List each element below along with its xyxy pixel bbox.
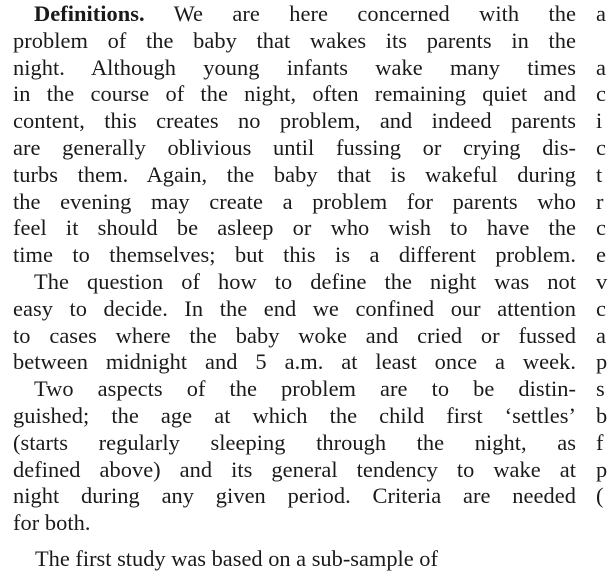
right-fragment: v (596, 268, 608, 294)
right-fragment: p (596, 349, 608, 375)
paragraph-1-line-5: content, this creates no problem, and indeed parents (13, 108, 576, 134)
paragraph-3-line-3: (starts regularly sleeping through the night, as (13, 429, 576, 455)
cutoff-next-line (35, 546, 575, 576)
right-fragment: i (596, 108, 603, 134)
right-fragment: c (596, 134, 606, 160)
right-fragment: a (596, 322, 606, 348)
main-text-column (13, 1, 576, 537)
paragraph-2-line-4: between midnight and 5 a.m. at least once a week. (13, 349, 576, 375)
right-fragment: s (596, 376, 605, 402)
right-fragment: c (596, 295, 606, 321)
right-fragment (596, 28, 616, 55)
right-fragment: p (596, 456, 608, 482)
right-fragment: f (596, 429, 604, 455)
right-fragment: c (596, 81, 606, 107)
paragraph-3-line-4: defined above) and its general tendency to wake at (13, 456, 576, 482)
paragraph-1-line-10: time to themselves; but this is a different problem. (13, 242, 576, 268)
right-fragment: r (596, 188, 604, 214)
cutoff-next-line-text: The first study was based on a sub-sample of (35, 546, 438, 571)
paragraph-3-line-6: for both. (13, 510, 91, 536)
paragraph-1-line-6: are generally oblivious until fussing or crying dis- (13, 134, 576, 160)
paragraph-2-line-3: to cases where the baby woke and cried or fussed (13, 322, 576, 348)
adjacent-column-fragments (596, 1, 616, 510)
right-fragment: ( (596, 483, 604, 509)
paragraph-2-line-1: The question of how to define the night was not (34, 268, 576, 294)
paragraph-1-line-8: the evening may create a problem for parents who (13, 188, 576, 214)
paragraph-1-line-1 (13, 1, 576, 28)
right-fragment: a (596, 1, 606, 26)
right-fragment: b (596, 402, 608, 428)
paragraph-3-line-1: Two aspects of the problem are to be distin- (34, 376, 576, 402)
paragraph-1-line-7: turbs them. Again, the baby that is wakeful during (13, 161, 576, 187)
paragraph-1-line-9: feel it should be asleep or who wish to have the (13, 215, 576, 241)
paragraph-2-line-2: easy to decide. In the end we confined our attention (13, 295, 576, 321)
right-fragment: a (596, 54, 606, 80)
paragraph-1-line-4: in the course of the night, often remaining quiet and (13, 81, 576, 107)
right-fragment: t (596, 161, 603, 187)
paragraph-3-line-2: guished; the age at which the child first ‘settles’ (13, 402, 576, 428)
paragraph-3-line-5: night during any given period. Criteria are needed (13, 483, 576, 509)
paragraph-1-line-1-text: We are here concerned with the (173, 1, 577, 26)
right-fragment: e (596, 242, 606, 268)
right-fragment: c (596, 215, 606, 241)
paragraph-1-line-3: night. Although young infants wake many times (13, 54, 576, 80)
section-heading: Definitions. (34, 1, 145, 26)
paragraph-1-line-2: problem of the baby that wakes its parents in the (13, 27, 576, 53)
